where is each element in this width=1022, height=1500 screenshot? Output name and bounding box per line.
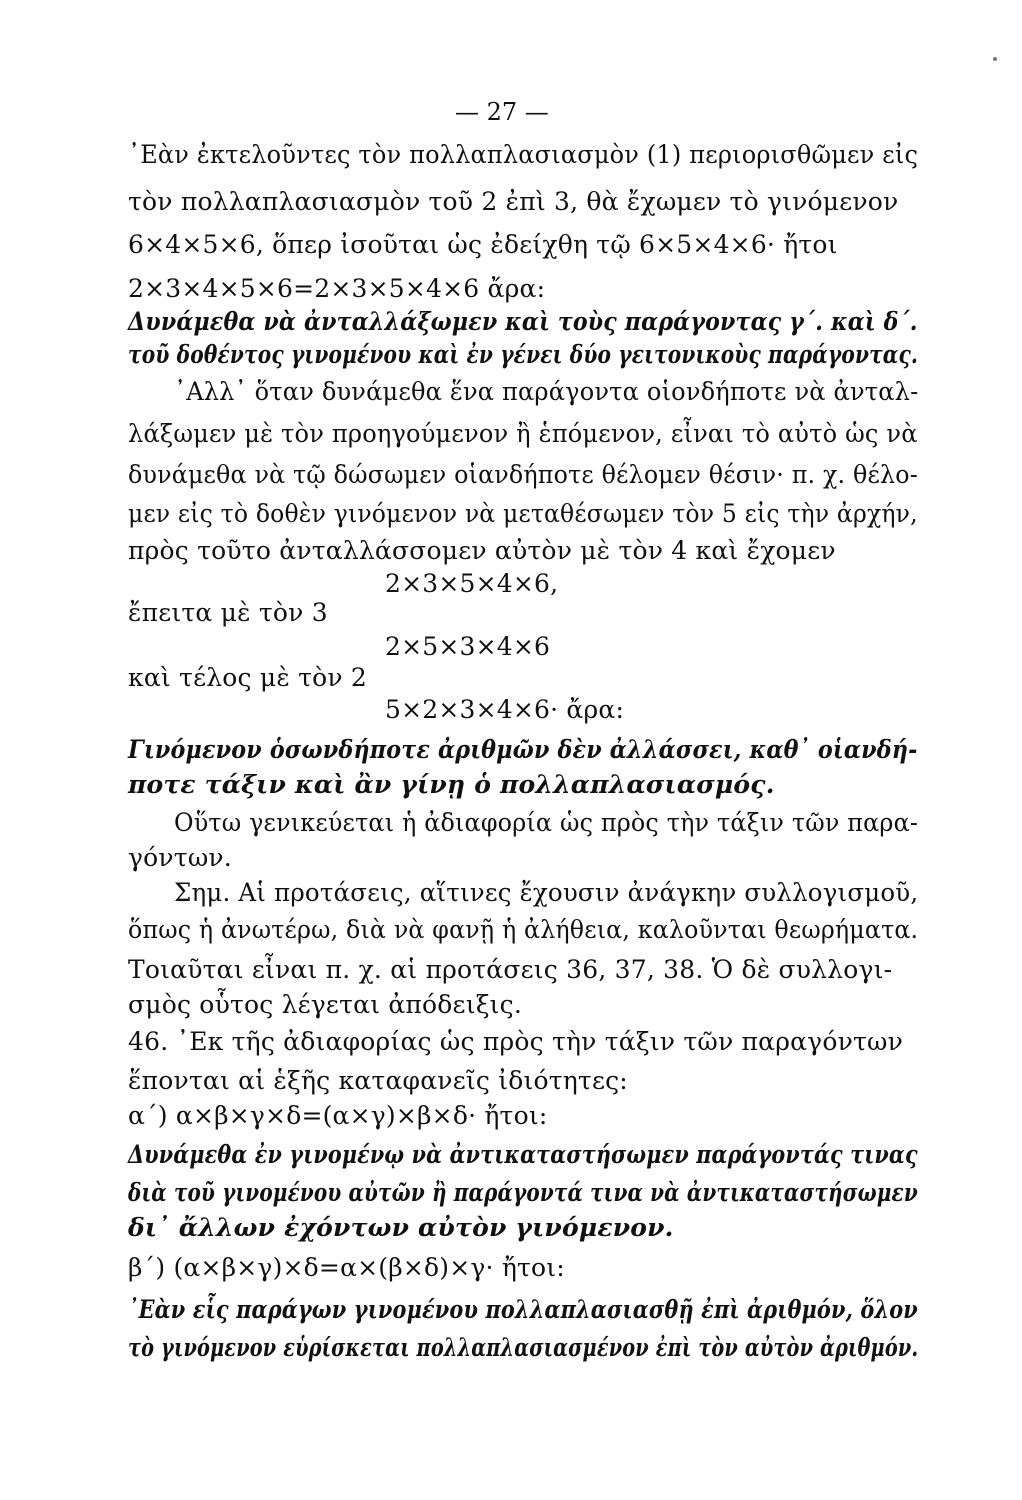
text-line-11: πρὸς τοῦτο ἀνταλλάσσομεν αὐτὸν μὲ τὸν 4 καὶ ἔχομεν [128, 536, 836, 565]
text-line-19: Οὕτω γενικεύεται ἡ ἀδιαφορία ὡς πρὸς τὴν τάξιν τῶν παρα- [174, 808, 919, 837]
equation-1: 2×3×5×4×6, [385, 569, 559, 598]
text-line-22: ὅπως ἡ ἀνωτέρω, διὰ νὰ φανῇ ἡ ἀλήθεια, καλοῦνται θεωρήματα. [128, 915, 919, 944]
rule-line-1: Δυνάμεθα νὰ ἀνταλλάξωμεν καὶ τοὺς παράγοντας γ΄. καὶ δ΄. [128, 307, 918, 336]
text-line-26: ἕπονται αἱ ἑξῆς καταφανεῖς ἰδιότητες: [128, 1066, 628, 1095]
text-line-13: ἔπειτα μὲ τὸν 3 [128, 598, 328, 627]
rule-line-7: δι᾿ ἄλλων ἐχόντων αὐτὸν γινόμενον. [128, 1213, 674, 1242]
rule-line-4: ποτε τάξιν καὶ ἂν γίνῃ ὁ πολλαπλασιασμός. [128, 770, 775, 799]
page-number: — 27 — [455, 98, 549, 126]
equation-2: 2×5×3×4×6 [385, 632, 551, 661]
text-line-2: τὸν πολλαπλασιασμὸν τοῦ 2 ἐπὶ 3, θὰ ἔχωμεν τὸ γινόμενον [128, 187, 899, 216]
rule-line-9: τὸ γινόμενον εὑρίσκεται πολλαπλασιασμένον ἐπὶ τὸν αὐτὸν ἀριθμόν. [128, 1333, 919, 1362]
text-line-8: λάξωμεν μὲ τὸν προηγούμενον ἢ ἑπόμενον, εἶναι τὸ αὐτὸ ὡς νὰ [128, 419, 918, 448]
rule-line-2: τοῦ δοθέντος γινομένου καὶ ἐν γένει δύο γειτονικοὺς παράγοντας. [128, 340, 919, 369]
rule-line-8: ᾿Εὰν εἷς παράγων γινομένου πολλαπλασιασθῇ ἐπὶ ἀριθμόν, ὅλον [128, 1295, 918, 1324]
text-line-24: σμὸς οὗτος λέγεται ἀπόδειξις. [128, 990, 523, 1019]
text-line-15: καὶ τέλος μὲ τὸν 2 [128, 663, 368, 692]
text-line-1: ᾿Εὰν ἐκτελοῦντες τὸν πολλαπλασιασμὸν (1) περιορισθῶμεν εἰς [128, 140, 919, 169]
equation-3: 5×2×3×4×6· ἄρα: [385, 695, 625, 724]
text-line-9: δυνάμεθα νὰ τῷ δώσωμεν οἱανδήποτε θέλομεν θέσιν· π. χ. θέλο- [128, 460, 918, 489]
text-line-23: Τοιαῦται εἶναι π. χ. αἱ προτάσεις 36, 37, 38. Ὁ δὲ συλλογι- [128, 955, 893, 984]
section-46-line-1: 46. ᾿Εκ τῆς ἀδιαφορίας ὡς πρὸς τὴν τάξιν τῶν παραγόντων [128, 1027, 903, 1056]
text-line-3: 6×4×5×6, ὅπερ ἰσοῦται ὡς ἐδείχθη τῷ 6×5×4×6· ἤτοι [128, 230, 838, 259]
text-line-4: 2×3×4×5×6=2×3×5×4×6 ἄρα: [128, 274, 546, 303]
property-a: α΄) α×β×γ×δ=(α×γ)×β×δ· ἤτοι: [128, 1101, 548, 1130]
text-line-20: γόντων. [128, 843, 232, 872]
text-line-21: Σημ. Αἱ προτάσεις, αἵτινες ἔχουσιν ἀνάγκην συλλογισμοῦ, [174, 878, 919, 907]
speck-mark [993, 57, 997, 61]
property-b: β΄) (α×β×γ)×δ=α×(β×δ)×γ· ἤτοι: [128, 1253, 565, 1282]
rule-line-6: διὰ τοῦ γινομένου αὐτῶν ἢ παράγοντά τινα νὰ ἀντικαταστήσωμεν [128, 1178, 918, 1207]
text-line-10: μεν εἰς τὸ δοθὲν γινόμενον νὰ μεταθέσωμεν τὸν 5 εἰς τὴν ἀρχήν, [128, 499, 918, 528]
rule-line-5: Δυνάμεθα ἐν γινομένῳ νὰ ἀντικαταστήσωμεν παράγοντάς τινας [128, 1140, 918, 1169]
rule-line-3: Γινόμενον ὁσωνδήποτε ἀριθμῶν δὲν ἀλλάσσει, καθ᾿ οἱανδή- [128, 735, 918, 764]
text-line-7: ᾿Αλλ᾿ ὅταν δυνάμεθα ἕνα παράγοντα οἱονδήποτε νὰ ἀνταλ- [174, 377, 919, 406]
